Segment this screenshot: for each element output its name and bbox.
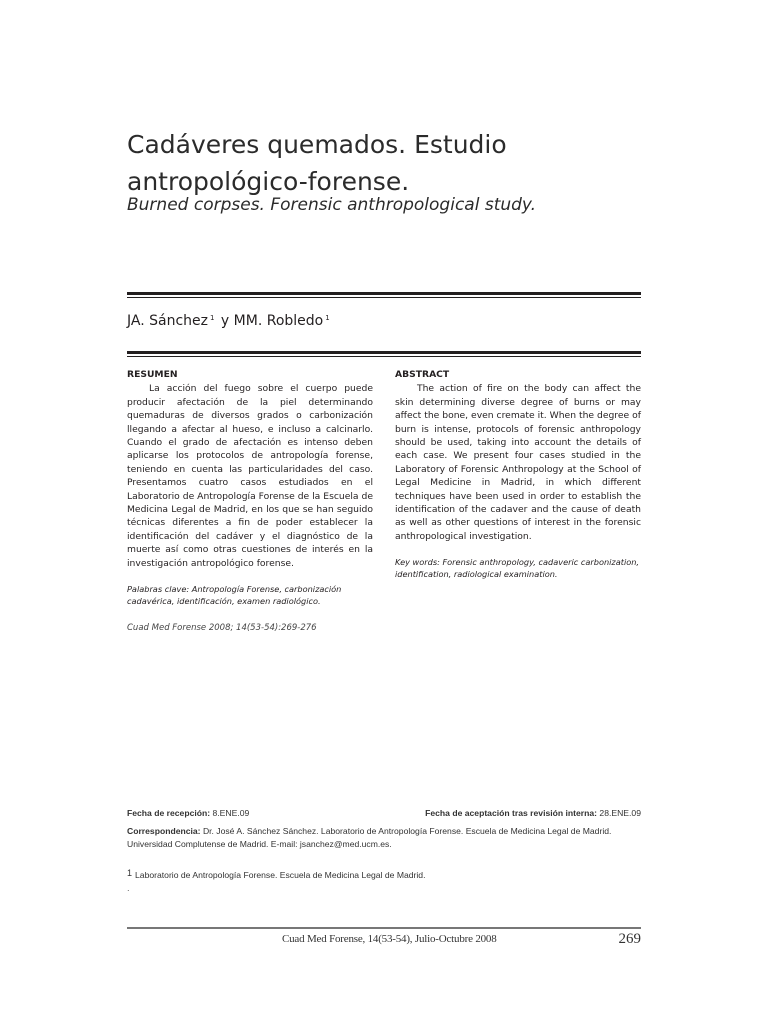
keywords-text: Antropología Forense, carbonización cadavérica, identificación, examen radiológico.	[127, 584, 342, 607]
footnote-marker: 1	[127, 868, 133, 878]
author-name: JA. Sánchez	[127, 313, 208, 329]
abstract-keywords	[395, 556, 641, 580]
correspondence	[127, 825, 647, 850]
title-rule-thin	[127, 297, 641, 298]
journal-reference: Cuad Med Forense, 14(53-54), Julio-Octubre 2008	[282, 933, 497, 945]
received-label: Fecha de recepción:	[127, 808, 211, 818]
article-subtitle: Burned corpses. Forensic anthropological study.	[127, 195, 537, 215]
resumen-heading: RESUMEN	[127, 369, 178, 380]
authors-rule-thin	[127, 356, 641, 357]
keywords-label: Key words:	[395, 557, 440, 568]
abstract-column	[395, 368, 641, 580]
accepted-label: Fecha de aceptación tras revisión interna:	[425, 808, 598, 818]
author-joiner: y	[220, 313, 230, 329]
correspondence-label: Correspondencia:	[127, 826, 201, 836]
resumen-keywords	[127, 583, 373, 607]
accepted-date	[425, 808, 641, 818]
received-date	[127, 808, 249, 818]
correspondence-text: Dr. José A. Sánchez Sánchez. Laboratorio de Antropología Forense. Escuela de Medicina Legal de Madrid. Universidad Complutense de Madrid. E-mail: jsanchez@med.ucm.es.	[127, 826, 612, 849]
author-name: MM. Robledo	[233, 313, 324, 329]
abstract-heading: ABSTRACT	[395, 369, 450, 380]
citation: Cuad Med Forense 2008; 14(53-54):269-276	[127, 623, 317, 634]
author-affiliation-mark: 1	[325, 314, 330, 322]
title-rule-thick	[127, 292, 641, 295]
abstract-body: The action of fire on the body can affect the skin determining diverse degree of burns or may affect the bone, even cremate it. When the degree of burn is intense, protocols of forensic anthropology should be used, taking into account the details of each case. We present four cases studied in the Laboratory of Forensic Anthropology at the School of Legal Medicine in Madrid, in which different techniques have been used in order to establish the identification of the cadaver and the cause of death as well as other questions of interest in the forensic anthropological investigation.	[395, 383, 641, 542]
author-affiliation-mark: 1	[210, 314, 215, 322]
resumen-body: La acción del fuego sobre el cuerpo puede producir afectación de la piel determinando quemaduras de diversos grados o carbonización llegando a afectar al hueso, e incluso a calcinarlo. Cuando el grado de afectación es intenso deben aplicarse los protocolos de antropología forense, teniendo en cuenta las particularidades del caso. Presentamos cuatro casos estudiados en el Laboratorio de Antropología Forense de la Escuela de Medicina Legal de Madrid, en los que se han seguido técnicas diferentes a fin de poder establecer la identificación del cadáver y el diagnóstico de la muerte así como otras cuestiones de interés en la investigación antropológico forense.	[127, 383, 373, 569]
footer-rule	[127, 927, 641, 929]
dates-line	[127, 808, 641, 818]
keywords-text: Forensic anthropology, cadaveric carbonization, identification, radiological examination.	[395, 557, 640, 580]
accepted-value: 28.ENE.09	[599, 808, 641, 818]
page-number: 269	[618, 931, 641, 947]
affiliation-footnote	[127, 868, 647, 880]
author-line	[127, 313, 332, 329]
received-value: 8.ENE.09	[212, 808, 250, 818]
resumen-column	[127, 368, 373, 636]
keywords-label: Palabras clave:	[127, 584, 190, 595]
footnote-dot: .	[127, 884, 130, 893]
article-title: Cadáveres quemados. Estudio antropológico-forense.	[127, 130, 507, 196]
footnote-text: Laboratorio de Antropología Forense. Escuela de Medicina Legal de Madrid.	[135, 870, 426, 880]
authors-rule-thick	[127, 351, 641, 354]
